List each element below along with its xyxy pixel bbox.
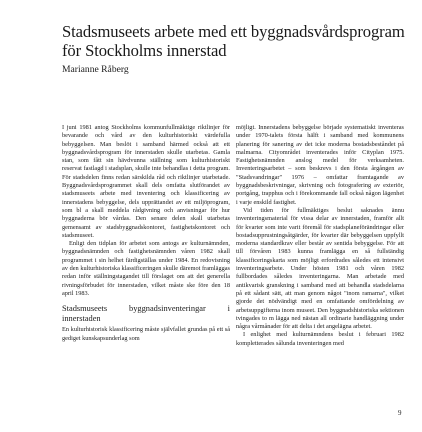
author-name: Marianne Råberg (62, 64, 129, 75)
right-paragraph-2: Vid tiden för fullmäktiges beslut saknades ännu inventeringsmaterial för vissa delar av innerstaden, framför allt för kvarter som inte varit föremål för stadsplaneförändringar eller bostadsupprustningsåtgärder, för kvarter där bebyggelsen uppfyllt moderna standardkrav eller består av sentida bebyggelse. För att till förvåren 1983 kunna framlägga en så fullständig klassificeringskarta som möjligt erfordrades således ett intensivt inventeringsarbete. Under hösten 1981 och våren 1982 fullbordades således inventeringarna. Man arbetade med antikvarisk granskning i samband med att behandla stadsdelarna på ett sådant sätt, att man genom något "inom ramarna", vilket gjorde det nödvändigt med en omfattande omfördelning av arbetsuppgifterna inom museet. Den byggnadshistoriska sektionen tvingades to m lägga ned nästan all ordinarie handläggning under några vårmånader för att delta i det angelägna arbetet. (236, 206, 404, 331)
left-paragraph-1: I juni 1981 antog Stockholms kommunfullmäktige riktlinjer för bevarande och vård av den kulturhistoriskt värdefulla bebyggelsen. Man beslöt i samband härmed också att ett byggnadsvårdsprogram för innerstaden skulle utarbetas. Gamla stan, som fått sin hävdvunna ställning som kulturhistoriskt reservat fastlagd i stadsplan, skulle inte behandlas i detta program. För stadsdelen finns redan särskilda råd och riktlinjer utarbetade. Byggnadsvårdsprogrammet skall dels omfatta slutförandet av stadsmuseets arbete med inventering och klassificering av innerstadens bebyggelse, dels upprättandet av ett miljöprogram, som bl a skall meddela rådgivning och anvisningar för hur byggnaderna bör vårdas. Den senare delen skall utarbetas gemensamt av stadsbyggnadskontoret, fastighetskontoret och stadsmuseet. (62, 124, 230, 239)
left-paragraph-3: En kulturhistorisk klassificering måste självfallet grundas på ett så gediget kunskapsunderlag som (62, 326, 230, 342)
article-title: Stadsmuseets arbete med ett byggnadsvårdsprogram för Stockholms innerstad (62, 22, 405, 60)
right-column (236, 124, 404, 348)
left-column (62, 124, 230, 343)
right-paragraph-1: möjligt. Innerstadens bebyggelse började systematiskt inventeras under 1970-talets första hälft i samband med kommunens planering för sanering av det icke moderna bostadsbeståndet på malmarna. Cityområdet inventerades inför Cityplan 1975. Fastighetsnämnden anslog medel för verksamheten. Inventeringsarbetet – som beskrevs i den första årgången av "Stadsvandringar" 1976 – omfattar framtagande av byggnadsbeskrivningar, skrivning och fotografering av exteriör, portgång, trapphus och i förekommande fall också någon lägenhet i varje enskild fastighet. (236, 124, 404, 206)
page-number: 9 (398, 409, 402, 417)
left-paragraph-2: Enligt den tidplan för arbetet som antogs av kulturnämnden, byggnadsnämnden och fastighetsnämnden våren 1982 skall programmet i sin helhet färdigställas under 1984. En redovisning av den kulturhistoriska klassificeringen skulle däremot framläggas redan inför ställningstagandet till förslaget om att det generella rivningsförbudet för innerstaden, vilket måste ske före den 18 april 1983. (62, 240, 230, 297)
right-paragraph-3: I enlighet med kulturnämndens beslut i februari 1982 kompletterades sålunda inventeringen med (236, 331, 404, 347)
section-subheading: Stadsmuseets byggnadsinventeringar i innerstaden (62, 304, 230, 323)
